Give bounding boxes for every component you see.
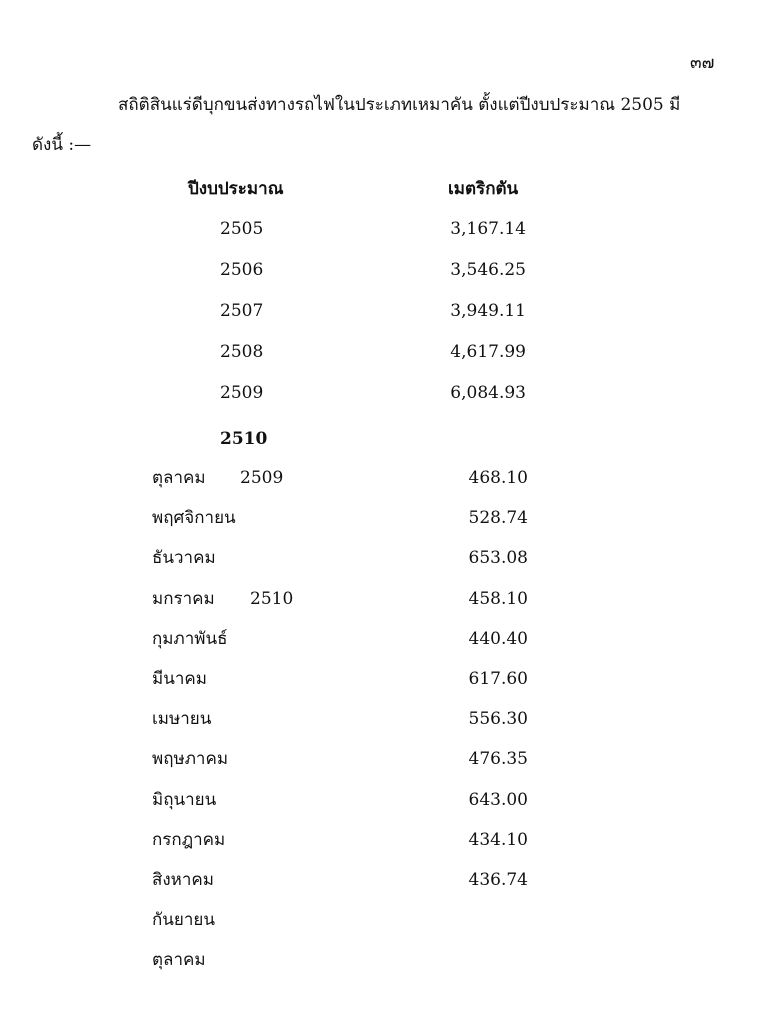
- monthly-row-month: ตุลาคม: [152, 468, 206, 488]
- annual-row-year: 2509: [220, 383, 264, 403]
- monthly-row-month: กรกฎาคม: [152, 830, 226, 850]
- annual-row-tons: 3,167.14: [450, 219, 526, 239]
- monthly-row-tons: 434.10: [468, 830, 528, 850]
- monthly-row-month: เมษายน: [152, 709, 212, 729]
- monthly-row-month: กันยายน: [152, 910, 216, 930]
- page-number: ๓๗: [690, 53, 715, 73]
- monthly-row-tons: 468.10: [468, 468, 528, 488]
- monthly-row-tons: 653.08: [468, 548, 528, 568]
- monthly-row-month: ธันวาคม: [152, 548, 216, 568]
- monthly-row-month: ตุลาคม: [152, 950, 206, 970]
- annual-row-tons: 3,949.11: [450, 301, 526, 321]
- annual-row-tons: 6,084.93: [450, 383, 526, 403]
- monthly-row-month: พฤศจิกายน: [152, 508, 236, 528]
- monthly-row-tons: 528.74: [468, 508, 528, 528]
- monthly-row-month: สิงหาคม: [152, 870, 215, 890]
- monthly-row-year-note: 2509: [240, 468, 284, 488]
- monthly-row-month: มกราคม: [152, 589, 215, 609]
- monthly-row-tons: 617.60: [468, 669, 528, 689]
- monthly-row-tons: 556.30: [468, 709, 528, 729]
- monthly-row-month: มิถุนายน: [152, 790, 217, 810]
- annual-tons-header: เมตริกตัน: [448, 179, 519, 199]
- annual-row-tons: 4,617.99: [450, 342, 526, 362]
- monthly-row-tons: 476.35: [468, 749, 528, 769]
- monthly-row-tons: 440.40: [468, 629, 528, 649]
- monthly-row-year-note: 2510: [250, 589, 294, 609]
- monthly-row-tons: 458.10: [468, 589, 528, 609]
- monthly-row-tons: 436.74: [468, 870, 528, 890]
- monthly-row-month: กุมภาพันธ์: [152, 629, 228, 649]
- monthly-row-month: มีนาคม: [152, 669, 207, 689]
- annual-row-year: 2506: [220, 260, 264, 280]
- monthly-row-tons: 643.00: [468, 790, 528, 810]
- annual-row-tons: 3,546.25: [450, 260, 526, 280]
- annual-row-year: 2505: [220, 219, 264, 239]
- monthly-row-month: พฤษภาคม: [152, 749, 229, 769]
- monthly-year-heading: 2510: [220, 429, 268, 449]
- annual-row-year: 2508: [220, 342, 264, 362]
- annual-year-header: ปีงบประมาณ: [188, 179, 284, 199]
- intro-line-1: สถิติสินแร่ดีบุกขนส่งทางรถไฟในประเภทเหมาคัน ตั้งแต่ปีงบประมาณ 2505 มี: [118, 95, 681, 115]
- intro-line-2: ดังนี้ :—: [32, 135, 92, 155]
- annual-row-year: 2507: [220, 301, 264, 321]
